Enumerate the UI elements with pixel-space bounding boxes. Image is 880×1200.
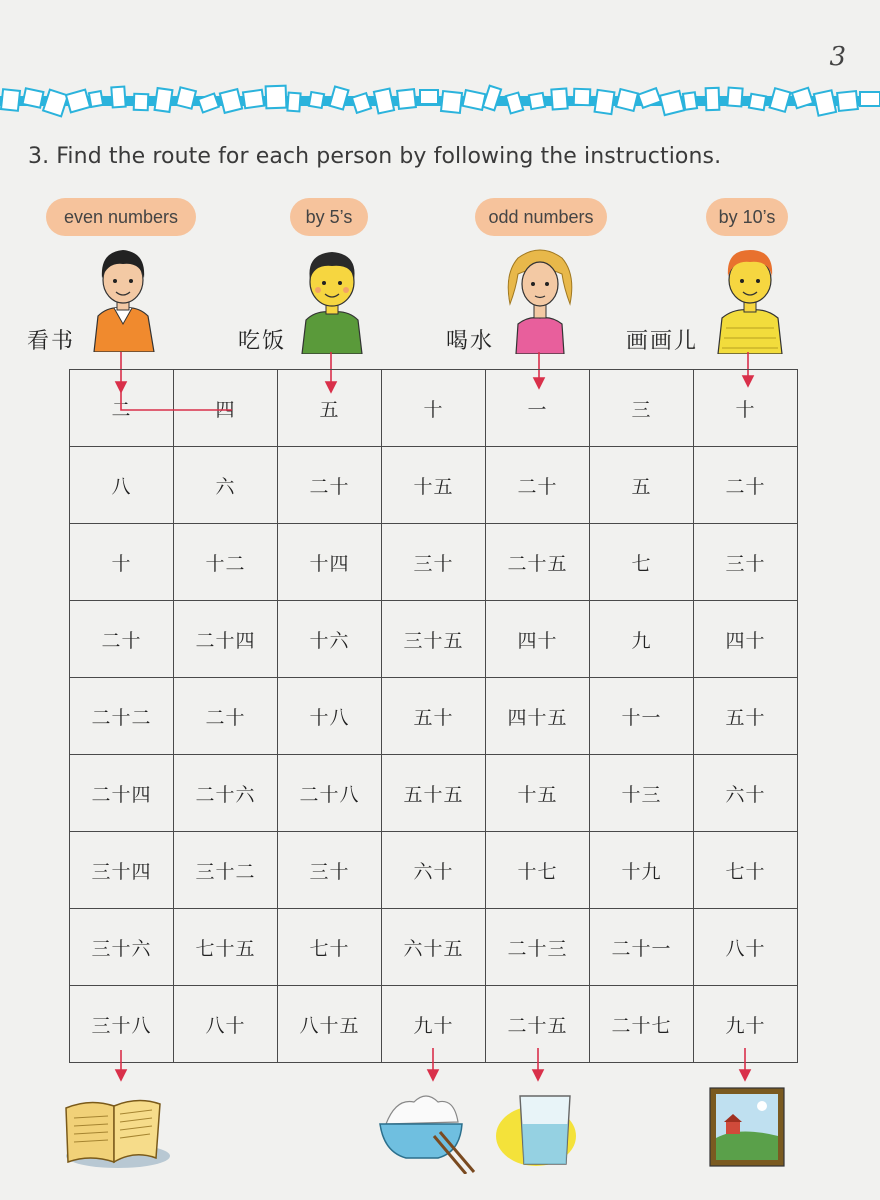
grid-cell: 二十 [174, 678, 278, 755]
grid-cell: 三十六 [70, 909, 174, 986]
grid-cell: 六十五 [382, 909, 486, 986]
grid-cell: 二十四 [70, 755, 174, 832]
grid-cell: 二十七 [590, 986, 694, 1063]
grid-cell: 八 [70, 447, 174, 524]
grid-cell: 七十 [278, 909, 382, 986]
grid-cell: 二十四 [174, 601, 278, 678]
activity-label-eating: 吃饭 [238, 329, 287, 354]
grid-cell: 三十 [694, 524, 798, 601]
grid-cell: 二十三 [486, 909, 590, 986]
grid-cell: 五十五 [382, 755, 486, 832]
grid-cell: 十八 [278, 678, 382, 755]
grid-cell: 三十八 [70, 986, 174, 1063]
grid-cell: 六十 [382, 832, 486, 909]
book-picture [60, 1090, 170, 1170]
grid-cell: 二十五 [486, 524, 590, 601]
water-glass-picture [496, 1090, 586, 1170]
question-text: 3. Find the route for each person by following the instructions. [28, 144, 722, 169]
grid-cell: 二十一 [590, 909, 694, 986]
grid-cell: 四 [174, 370, 278, 447]
grid-cell: 五 [278, 370, 382, 447]
grid-cell: 二十 [486, 447, 590, 524]
grid-cell: 十 [70, 524, 174, 601]
rice-bowl-picture [376, 1088, 480, 1174]
grid-cell: 十四 [278, 524, 382, 601]
painting-picture [708, 1086, 786, 1168]
grid-cell: 九 [590, 601, 694, 678]
grid-cell: 八十 [694, 909, 798, 986]
grid-cell: 三十二 [174, 832, 278, 909]
grid-cell: 五十 [382, 678, 486, 755]
grid-cell: 四十 [694, 601, 798, 678]
grid-cell: 五 [590, 447, 694, 524]
grid-cell: 十九 [590, 832, 694, 909]
grid-cell: 三十五 [382, 601, 486, 678]
activity-label-reading: 看书 [27, 329, 76, 354]
grid-cell: 一 [486, 370, 590, 447]
grid-cell: 七 [590, 524, 694, 601]
grid-cell: 三 [590, 370, 694, 447]
grid-cell: 二十六 [174, 755, 278, 832]
grid-cell: 十七 [486, 832, 590, 909]
grid-cell: 二十 [694, 447, 798, 524]
grid-cell: 八十 [174, 986, 278, 1063]
grid-cell: 十 [694, 370, 798, 447]
grid-cell: 七十 [694, 832, 798, 909]
grid-cell: 二十八 [278, 755, 382, 832]
grid-cell: 十二 [174, 524, 278, 601]
grid-cell: 二十 [278, 447, 382, 524]
activity-label-drawing: 画画儿 [626, 329, 699, 354]
grid-cell: 十 [382, 370, 486, 447]
grid-cell: 二十 [70, 601, 174, 678]
grid-cell: 七十五 [174, 909, 278, 986]
rule-bubble-odd: odd numbers [475, 198, 607, 236]
grid-cell: 九十 [694, 986, 798, 1063]
grid-cell: 三十 [382, 524, 486, 601]
rule-bubble-by-10: by 10’s [706, 198, 788, 236]
grid-cell: 十六 [278, 601, 382, 678]
grid-cell: 六十 [694, 755, 798, 832]
grid-cell: 十三 [590, 755, 694, 832]
grid-cell: 二十五 [486, 986, 590, 1063]
rule-bubble-even: even numbers [46, 198, 196, 236]
grid-cell: 三十四 [70, 832, 174, 909]
grid-cell: 六 [174, 447, 278, 524]
grid-cell: 九十 [382, 986, 486, 1063]
grid-cell: 三十 [278, 832, 382, 909]
grid-cell: 十一 [590, 678, 694, 755]
rule-bubble-by-5: by 5’s [290, 198, 368, 236]
grid-cell: 四十五 [486, 678, 590, 755]
grid-cell: 十五 [486, 755, 590, 832]
grid-cell: 十五 [382, 447, 486, 524]
grid-cell: 五十 [694, 678, 798, 755]
grid-cell: 八十五 [278, 986, 382, 1063]
grid-cell: 二十二 [70, 678, 174, 755]
page-number: 3 [829, 42, 846, 72]
grid-cell: 二 [70, 370, 174, 447]
activity-label-drinking: 喝水 [446, 329, 495, 354]
grid-cell: 四十 [486, 601, 590, 678]
